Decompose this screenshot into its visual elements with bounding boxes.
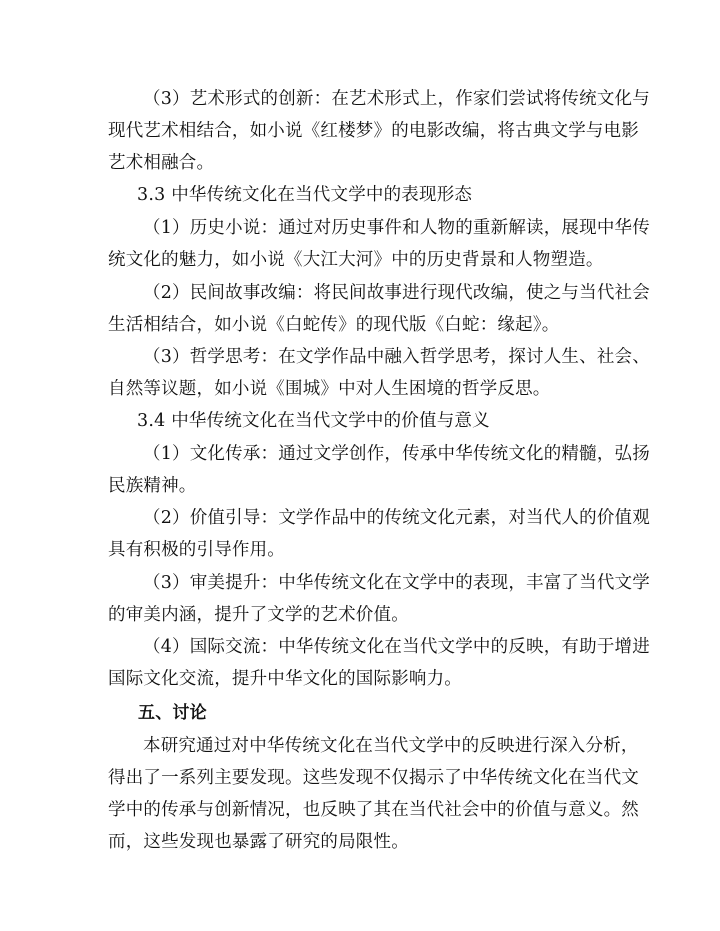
paragraph-line: 的审美内涵，提升了文学的艺术价值。	[108, 605, 409, 625]
paragraph-line: 国际文化交流，提升中华文化的国际影响力。	[108, 669, 462, 689]
paragraph-line: （3）审美提升：中华传统文化在文学中的表现，丰富了当代文学	[143, 573, 650, 593]
paragraph-line: 民族精神。	[108, 476, 197, 496]
paragraph-line: （2）价值引导：文学作品中的传统文化元素，对当代人的价值观	[143, 508, 650, 528]
paragraph-line: （3）哲学思考：在文学作品中融入哲学思考，探讨人生、社会、	[143, 347, 650, 367]
section-heading-3-4: 3.4 中华传统文化在当代文学中的价值与意义	[137, 411, 490, 431]
paragraph-line: （1）历史小说：通过对历史事件和人物的重新解读，展现中华传	[143, 218, 650, 238]
section-heading-3-3: 3.3 中华传统文化在当代文学中的表现形态	[137, 185, 473, 205]
paragraph-line: 自然等议题，如小说《围城》中对人生困境的哲学反思。	[108, 379, 551, 399]
paragraph-line: （1）文化传承：通过文学创作，传承中华传统文化的精髓，弘扬	[143, 444, 650, 464]
paragraph-line: 学中的传承与创新情况，也反映了其在当代社会中的价值与意义。然	[108, 800, 639, 820]
paragraph-line: 统文化的魅力，如小说《大江大河》中的历史背景和人物塑造。	[108, 250, 604, 270]
paragraph-line: （4）国际交流：中华传统文化在当代文学中的反映，有助于增进	[143, 637, 650, 657]
paragraph-line: 具有积极的引导作用。	[108, 540, 285, 560]
paragraph-line: 得出了一系列主要发现。这些发现不仅揭示了中华传统文化在当代文	[108, 768, 639, 788]
paragraph-line: 而，这些发现也暴露了研究的局限性。	[108, 832, 409, 852]
paragraph-line: 现代艺术相结合，如小说《红楼梦》的电影改编，将古典文学与电影	[108, 121, 639, 141]
paragraph-line: 生活相结合，如小说《白蛇传》的现代版《白蛇：缘起》。	[108, 315, 560, 335]
chapter-heading-discussion: 五、讨论	[138, 703, 207, 723]
paragraph-line: 本研究通过对中华传统文化在当代文学中的反映进行深入分析，	[143, 736, 639, 756]
paragraph-line: （2）民间故事改编：将民间故事进行现代改编，使之与当代社会	[143, 283, 650, 303]
paragraph-line: 艺术相融合。	[108, 153, 215, 173]
paragraph-line: （3）艺术形式的创新：在艺术形式上，作家们尝试将传统文化与	[143, 89, 650, 109]
